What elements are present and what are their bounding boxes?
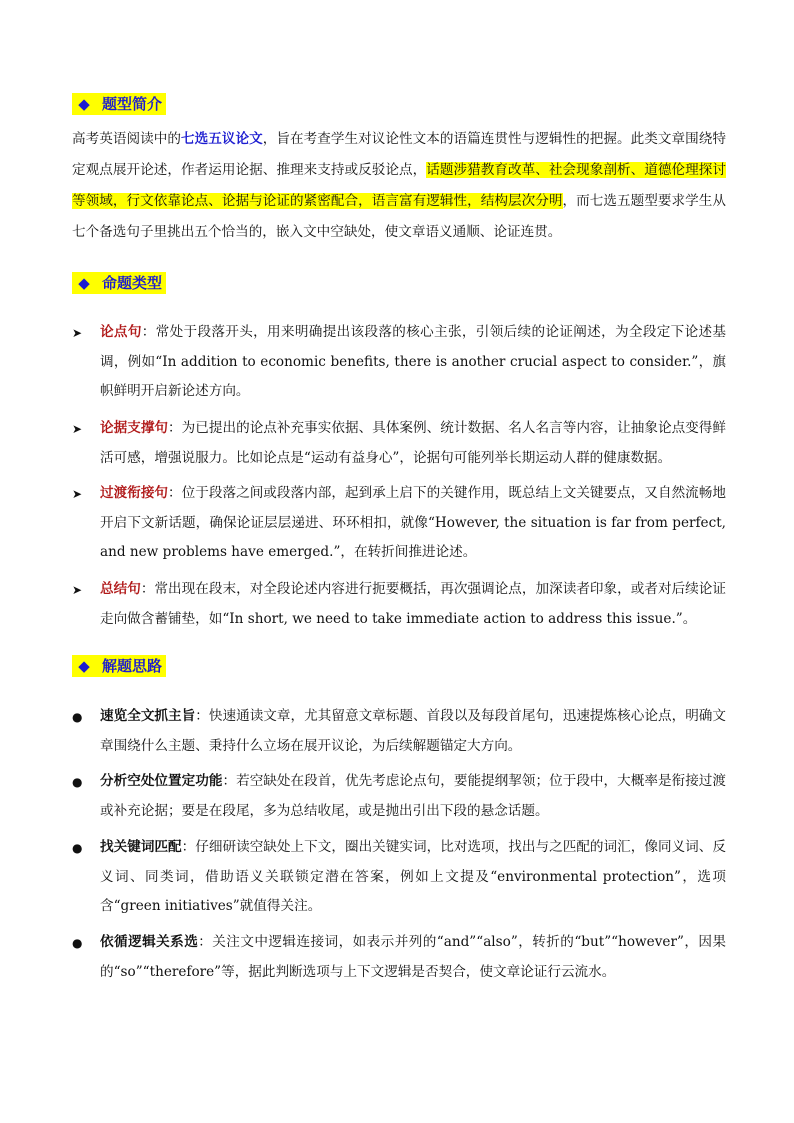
item-term: 论据支撑句 [100,420,169,436]
item-term: 分析空处位置定功能 [100,773,223,789]
item-term: 找关键词匹配 [100,839,182,855]
bullet-dot-icon: ● [72,841,83,855]
type-item [72,414,726,473]
arrowhead-icon: ➤ [72,583,83,597]
intro-paragraph [72,124,726,248]
item-text: ：常出现在段末，对全段论述内容进行扼要概括，再次强调论点，加深读者印象，或者对后续论证走向做含蓄铺垫，如“In short, we need to take immediate action to address this issue.”。 [100,581,726,627]
heading-text: 命题类型 [102,274,163,292]
section-heading-ideas [72,655,166,677]
item-term: 依循逻辑关系选 [100,934,199,950]
idea-item [72,928,726,987]
item-text: ：位于段落之间或段落内部，起到承上启下的关键作用，既总结上文关键要点，又自然流畅地开启下文新话题，确保论证层层递进、环环相扣，就像“However, the situation is far from perfect, and new problems have emerged.”，在转折间推进论述。 [100,485,726,560]
idea-item [72,833,726,922]
item-term: 过渡衔接句 [100,485,169,501]
item-text: ：为已提出的论点补充事实依据、具体案例、统计数据、名人名言等内容，让抽象论点变得鲜活可感，增强说服力。比如论点是“运动有益身心”，论据句可能列举长期运动人群的健康数据。 [100,420,726,466]
item-text: ：常处于段落开头，用来明确提出该段落的核心主张，引领后续的论证阐述，为全段定下论述基调，例如“In addition to economic benefits, there is another crucial aspect to consider.”，旗帜鲜明开启新论述方向。 [100,324,727,399]
section-heading-intro [72,93,166,115]
bullet-dot-icon: ● [72,936,83,950]
type-item [72,479,726,568]
item-term: 速览全文抓主旨 [100,708,196,724]
arrowhead-icon: ➤ [72,422,83,436]
item-term: 论点句 [100,324,142,340]
arrowhead-icon: ➤ [72,487,83,501]
section-heading-types [72,272,166,294]
item-text: ：快速通读文章，尤其留意文章标题、首段以及每段首尾句，迅速提炼核心论点，明确文章围绕什么主题、秉持什么立场在展开议论，为后续解题锚定大方向。 [100,708,726,754]
item-text: ：关注文中逻辑连接词，如表示并列的“and”“also”，转折的“but”“however”，因果的“so”“therefore”等，据此判断选项与上下文逻辑是否契合，使文章论证行云流水。 [100,934,727,980]
idea-item [72,767,726,826]
diamond-icon: ◆ [78,95,90,113]
bullet-dot-icon: ● [72,710,83,724]
heading-text: 解题思路 [102,657,163,675]
intro-mid: ，旨在考查学生对议论性文本的语篇连贯性与逻辑性的把握。此类文章围绕特定观点展开论述，作者运用论据、推理来支持或反驳论点， [72,131,727,178]
arrowhead-icon: ➤ [72,326,83,340]
item-text: ：若空缺处在段首，优先考虑论点句，要能提纲挈领；位于段中，大概率是衔接过渡或补充论据；要是在段尾，多为总结收尾，或是抛出引出下段的悬念话题。 [100,773,727,819]
intro-term: 七选五议论文 [181,131,263,147]
type-item [72,575,726,634]
type-item [72,318,726,407]
diamond-icon: ◆ [78,274,90,292]
item-term: 总结句 [100,581,141,597]
idea-item [72,702,726,761]
item-text: ：仔细研读空缺处上下文，圈出关键实词，比对选项，找出与之匹配的词汇，像同义词、反义词、同类词，借助语义关联锁定潜在答案，例如上文提及“environmental protection”，选项含“green initiatives”就值得关注。 [100,839,726,914]
heading-text: 题型简介 [102,95,163,113]
bullet-dot-icon: ● [72,775,83,789]
diamond-icon: ◆ [78,657,90,675]
intro-prefix: 高考英语阅读中的 [72,131,182,147]
intro-suffix: ，而七选五题型要求学生从七个备选句子里挑出五个恰当的，嵌入文中空缺处，使文章语义通顺、论证连贯。 [72,193,727,240]
intro-highlight: 话题涉猎教育改革、社会现象剖析、道德伦理探讨等领域，行文依靠论点、论据与论证的紧密配合，语言富有逻辑性，结构层次分明 [72,162,726,209]
